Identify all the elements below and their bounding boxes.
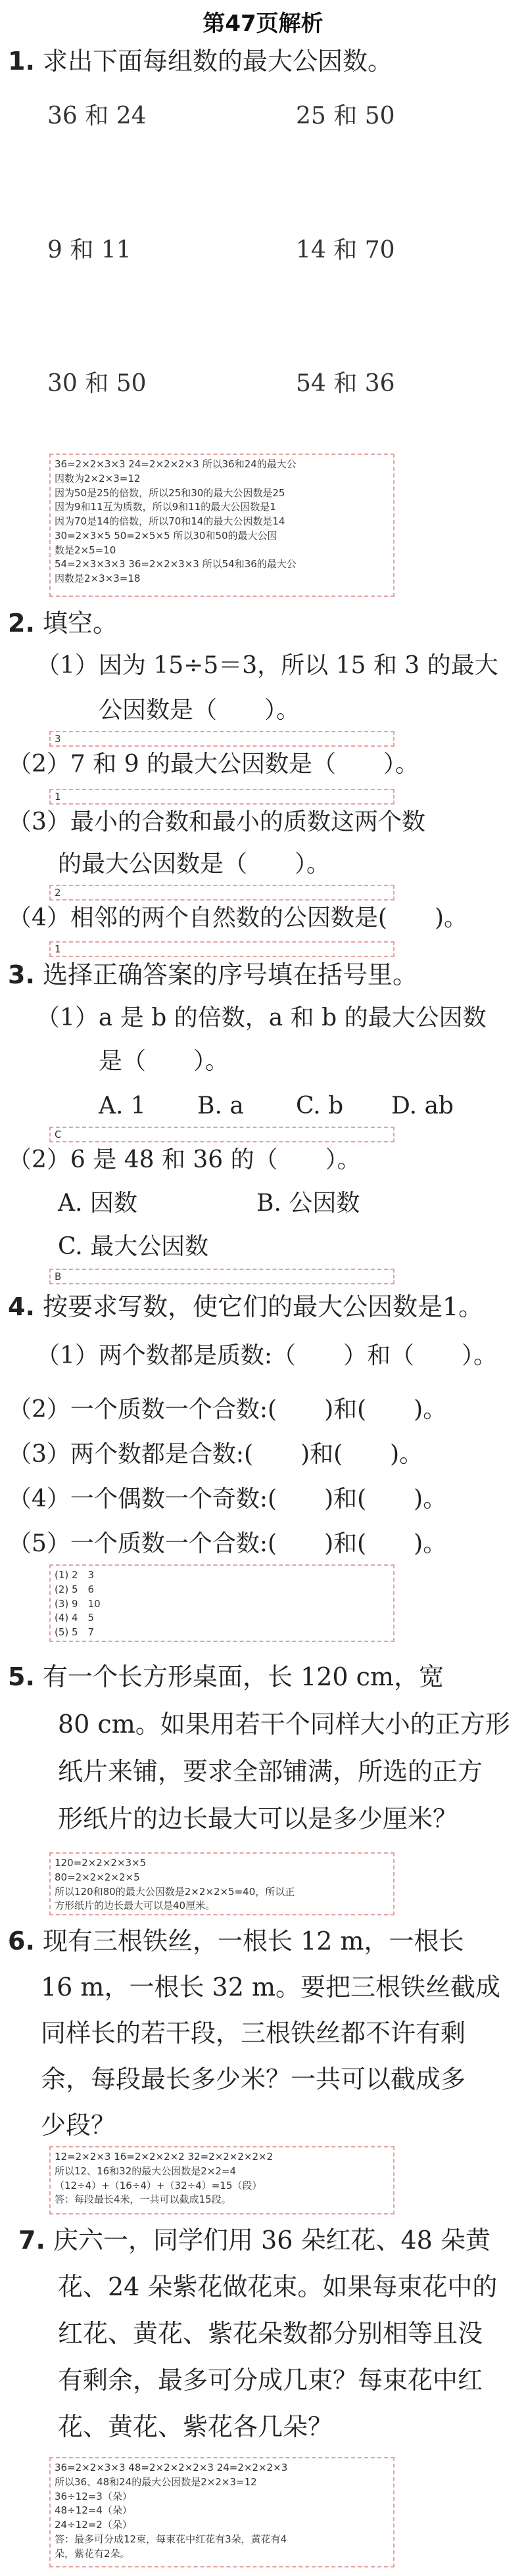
answer-line: 36=2×2×3×3 48=2×2×2×2×3 24=2×2×2×3: [55, 2462, 288, 2473]
answer-line: 30=2×3×5 50=2×5×5 所以30和50的最大公因: [55, 529, 277, 542]
q7-line-1-row: [18, 2225, 490, 2257]
q4-answer-box: [49, 1564, 394, 1642]
q6-number: 6.: [8, 1927, 35, 1955]
q4-prompt: 按要求写数，使它们的最大公因数是1。: [42, 1292, 484, 1321]
answer-line: 24÷12=2（朵）: [55, 2519, 132, 2531]
q1-pair-6: 54 和 36: [296, 370, 395, 397]
q5-number: 5.: [8, 1662, 35, 1691]
q2-s2-line: （2）7 和 9 的最大公因数是（ ）。: [8, 751, 419, 778]
answer-line: (3) 9 10: [55, 1597, 101, 1610]
q2-s3-answer: 2: [49, 885, 394, 901]
q4-line-1: （1）两个数都是质数:（ ）和（ ）。: [36, 1342, 498, 1369]
q1-number: 1.: [8, 47, 35, 76]
q1-pair-5: 30 和 50: [47, 370, 147, 397]
q2-s1-line1: （1）因为 15÷5＝3，所以 15 和 3 的最大: [36, 652, 498, 679]
q2-prompt: 填空。: [42, 609, 118, 638]
q4-line-5: （5）一个质数一个合数:( )和( )。: [8, 1530, 447, 1557]
answer-line: (2) 5 6: [55, 1583, 95, 1595]
answer-line: 答：最多可分成12束，每束花中红花有3朵，黄花有4: [55, 2533, 287, 2545]
q1-pair-1: 36 和 24: [47, 103, 147, 129]
q3-s1-option-d: D. ab: [391, 1092, 454, 1119]
answer-line: 答：每段最长4米，一共可以截成15段。: [55, 2193, 231, 2206]
q3-s1-line1: （1）a 是 b 的倍数，a 和 b 的最大公因数: [36, 1004, 487, 1031]
q7-number: 7.: [18, 2226, 45, 2255]
q6-line-3: 同样长的若干段，三根铁丝都不许有剩: [41, 2019, 466, 2048]
q2-heading: [8, 608, 118, 640]
q4-number: 4.: [8, 1292, 35, 1321]
q1-pair-4: 14 和 70: [296, 237, 395, 264]
answer-line: 因为9和11互为质数，所以9和11的最大公因数是1: [55, 501, 276, 513]
q5-block: [8, 1662, 444, 1693]
q3-s1-option-c: C. b: [296, 1092, 344, 1119]
q6-answer-box: [49, 2146, 394, 2214]
q7-line-1: 庆六一，同学们用 36 朵红花、48 朵黄: [53, 2226, 490, 2255]
q3-s2-option-b: B. 公因数: [256, 1190, 360, 1217]
q2-s2-answer: 1: [49, 789, 394, 805]
q1-pair-3: 9 和 11: [47, 237, 132, 264]
page-title: 第47页解析: [203, 11, 323, 37]
answer-line: 方形纸片的边长最大可以是40厘米。: [55, 1900, 216, 1912]
q3-number: 3.: [8, 960, 35, 989]
q3-s1-line2: 是（ ）。: [99, 1048, 229, 1075]
q4-line-3: （3）两个数都是合数:( )和( )。: [8, 1441, 423, 1468]
answer-line: 54=2×3×3×3 36=2×2×3×3 所以54和36的最大公: [55, 558, 297, 571]
q3-s1-option-a: A. 1: [99, 1092, 146, 1119]
q2-s1-answer: 3: [49, 731, 394, 747]
answer-line: 80=2×2×2×2×5: [55, 1871, 140, 1883]
q3-s1-answer: C: [49, 1127, 394, 1142]
answer-line: 所以12、16和32的最大公因数是2×2=4: [55, 2165, 237, 2177]
q3-s2-answer: B: [49, 1269, 394, 1284]
q7-line-5: 花、黄花、紫花各几朵？: [58, 2412, 333, 2441]
q1-prompt: 求出下面每组数的最大公因数。: [42, 47, 393, 76]
answer-line: 朵，紫花有2朵。: [55, 2547, 130, 2560]
answer-line: 因数为2×2×3=12: [55, 472, 141, 484]
q2-s3-line2: 的最大公因数是（ ）。: [58, 851, 331, 878]
q4-line-2: （2）一个质数一个合数:( )和( )。: [8, 1396, 447, 1423]
q2-s3-line1: （3）最小的合数和最小的质数这两个数: [8, 808, 425, 835]
answer-line: 12=2×2×3 16=2×2×2×2 32=2×2×2×2×2: [55, 2151, 274, 2163]
q5-line-4: 形纸片的边长最大可以是多少厘米？: [58, 1804, 458, 1833]
q6-line-5: 少段？: [41, 2111, 116, 2140]
q7-line-4: 有剩余，最多可分成几束？每束花中红: [58, 2366, 483, 2395]
q6-line-4: 余，每段最长多少米？一共可以截成多: [41, 2065, 466, 2094]
q3-s2-option-a: A. 因数: [58, 1190, 137, 1217]
q6-line-2: 16 m，一根长 32 m。要把三根铁丝截成: [41, 1973, 501, 2002]
q3-s2-line: （2）6 是 48 和 36 的（ ）。: [8, 1146, 361, 1173]
q3-s2-option-c: C. 最大公因数: [58, 1233, 209, 1260]
q4-heading: [8, 1292, 483, 1323]
q3-s1-option-b: B. a: [197, 1092, 244, 1119]
q2-s4-line: （4）相邻的两个自然数的公因数是( )。: [8, 904, 467, 931]
answer-line: 因为70是14的倍数，所以70和14的最大公因数是14: [55, 515, 285, 527]
answer-line: 所以36、48和24的最大公因数是2×2×3=12: [55, 2475, 257, 2488]
q1-answer-box: [49, 454, 394, 597]
q7-line-3: 红花、黄花、紫花朵数都分别相等且没: [58, 2319, 483, 2348]
q6-line-1-row: [8, 1926, 464, 1957]
q6-line-1: 现有三根铁丝，一根长 12 m，一根长: [42, 1927, 464, 1955]
answer-line: 数是2×5=10: [55, 544, 116, 556]
answer-line: (1) 2 3: [55, 1569, 95, 1581]
answer-line: （12÷4）+（16÷4）+（32÷4）=15（段）: [55, 2179, 262, 2191]
q5-line-3: 纸片来铺，要求全部铺满，所选的正方: [58, 1757, 483, 1786]
q7-answer-box: [49, 2457, 394, 2567]
answer-line: 120=2×2×2×3×5: [55, 1857, 147, 1869]
q7-line-2: 花、24 朵紫花做花束。如果每束花中的: [58, 2272, 498, 2301]
answer-line: 所以120和80的最大公因数是2×2×2×5=40，所以正: [55, 1885, 295, 1898]
q5-answer-box: [49, 1852, 394, 1915]
answer-line: 因为50是25的倍数，所以25和30的最大公因数是25: [55, 486, 285, 499]
q2-s4-answer: 1: [49, 941, 394, 957]
answer-line: (4) 4 5: [55, 1612, 95, 1624]
q1-pair-2: 25 和 50: [296, 103, 395, 129]
answer-line: (5) 5 7: [55, 1626, 95, 1638]
answer-line: 36÷12=3（朵）: [55, 2490, 132, 2502]
q2-s1-line2: 公因数是（ ）。: [99, 697, 300, 724]
answer-line: 36=2×2×3×3 24=2×2×2×3 所以36和24的最大公: [55, 458, 297, 470]
q2-number: 2.: [8, 609, 35, 638]
answer-line: 48÷12=4（朵）: [55, 2504, 132, 2517]
q4-line-4: （4）一个偶数一个奇数:( )和( )。: [8, 1486, 447, 1512]
q5-line-2: 80 cm。如果用若干个同样大小的正方形: [58, 1710, 510, 1739]
q1-heading: [8, 46, 393, 78]
q3-heading: [8, 960, 418, 991]
q3-prompt: 选择正确答案的序号填在括号里。: [42, 960, 418, 989]
q5-line-1: 有一个长方形桌面，长 120 cm，宽: [42, 1662, 444, 1691]
answer-line: 因数是2×3×3=18: [55, 573, 141, 584]
